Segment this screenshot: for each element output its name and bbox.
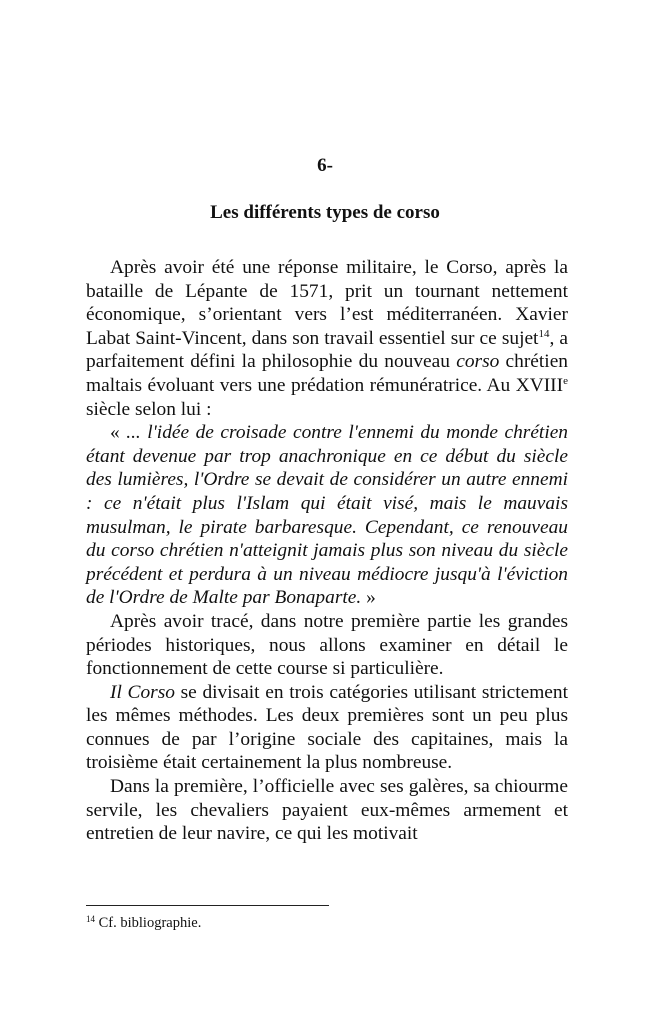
footnote-text: Cf. bibliographie.	[95, 915, 202, 931]
footnote-reference: 14	[538, 327, 550, 340]
footnote-divider	[86, 905, 329, 906]
century-superscript: e	[563, 374, 568, 387]
footnote-number: 14	[86, 914, 95, 924]
paragraph-text: , a parfaitement défini la philosophie du nouveau	[86, 327, 568, 373]
paragraph-text: siècle selon lui :	[86, 398, 212, 420]
quote-open-mark: «	[110, 422, 127, 444]
block-quote	[86, 421, 568, 610]
paragraph-second	[86, 610, 568, 681]
paragraph-text: chrétien maltais évoluant vers une prédation rémunératrice. Au XVIII	[86, 351, 568, 396]
footnote	[86, 914, 566, 932]
quote-close-mark: »	[361, 587, 376, 609]
chapter-number: 6-	[317, 155, 333, 176]
paragraph-fourth	[86, 775, 568, 846]
paragraph-intro	[86, 256, 568, 421]
italic-lead: Il Corso	[110, 681, 175, 703]
body-text	[86, 256, 568, 846]
italic-term: corso	[456, 351, 500, 373]
paragraph-text: Dans la première, l’officielle avec ses galères, sa chiourme servile, les chevaliers payaient eux-mêmes armement et entretien de leur navire, ce qui les motivait	[86, 776, 568, 845]
paragraph-text: Après avoir été une réponse militaire, le Corso, après la bataille de Lépante de 1571, prit un tournant nettement économique, s’orientant vers l’est méditerranéen. Xavier Labat Saint-Vincent, dans son travail essentiel sur ce sujet	[86, 257, 568, 349]
quote-text: ... l'idée de croisade contre l'ennemi du monde chrétien étant devenue par trop anachronique en ce début du siècle des lumières, l'Ordre se devait de considérer un autre ennemi : ce n'était plus l'Islam qui était visé, mais le mauvais musulman, le pirate barbaresque. Cependant, ce renouveau du corso chrétien n'atteignit jamais plus son niveau du siècle précédent et perdura à un niveau médiocre jusqu'à l'éviction de l'Ordre de Malte par Bonaparte.	[86, 422, 569, 609]
chapter-title: Les différents types de corso	[210, 202, 440, 223]
paragraph-text: se divisait en trois catégories utilisant strictement les mêmes méthodes. Les deux premières sont un peu plus connues de par l’origine sociale des capitaines, mais la troisième était certainement la plus nombreuse.	[86, 681, 568, 774]
paragraph-text: Après avoir tracé, dans notre première partie les grandes périodes historiques, nous allons examiner en détail le fonctionnement de cette course si particulière.	[86, 610, 568, 680]
paragraph-third	[86, 681, 568, 775]
